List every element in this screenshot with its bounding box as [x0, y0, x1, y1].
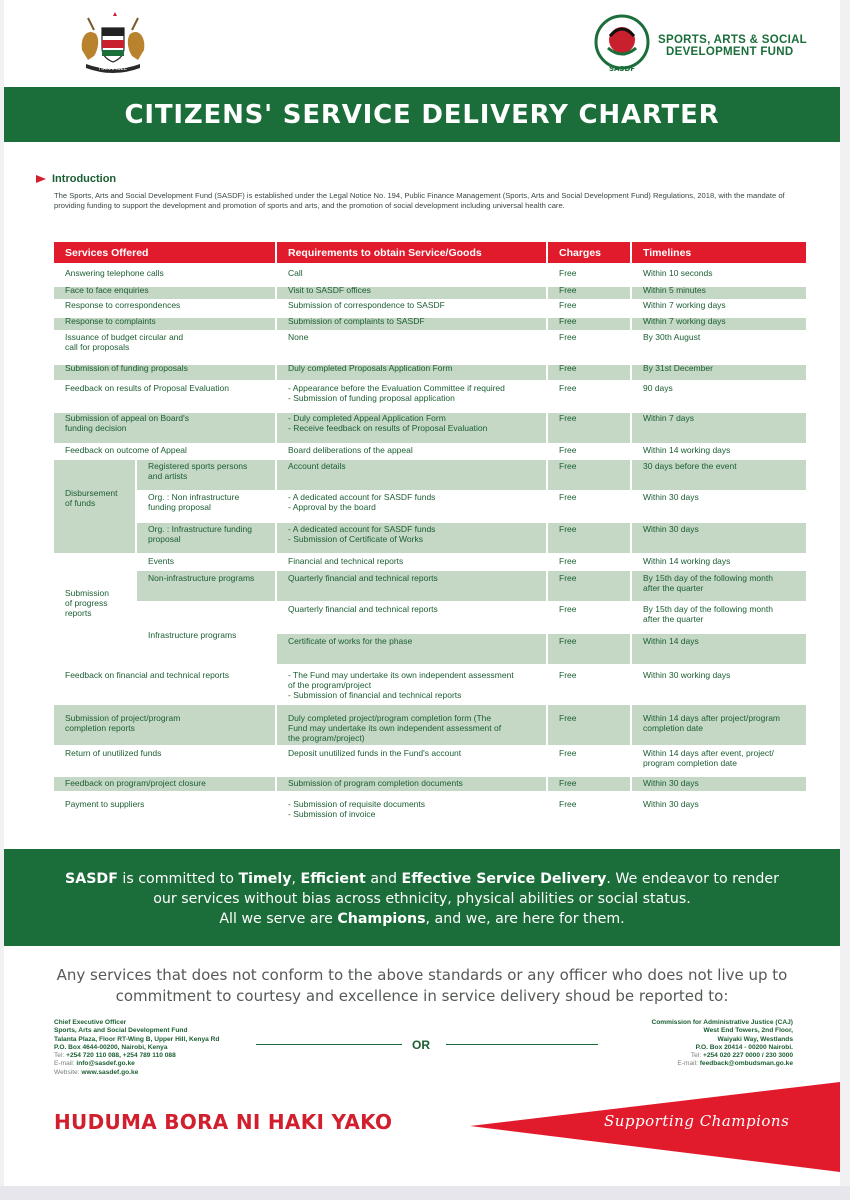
table-cell: Quarterly financial and technical reports — [288, 604, 438, 614]
table-cell: - Duly completed Appeal Application Form - Receive feedback on results of Proposal Evaluation — [288, 413, 488, 433]
table-cell: Free — [559, 713, 577, 723]
table-cell: Submission of funding proposals — [65, 363, 188, 373]
or-divider-left — [256, 1044, 402, 1045]
table-cell: Deposit unutilized funds in the Fund's account — [288, 748, 462, 758]
table-cell: - Submission of requisite documents - Submission of invoice — [288, 799, 426, 819]
supporting-champions-tagline: Supporting Champions — [604, 1112, 790, 1130]
report-notice — [34, 965, 810, 1007]
table-cell: Free — [559, 316, 577, 326]
table-cell: Disbursement of funds — [65, 488, 118, 508]
table-cell: Free — [559, 413, 577, 423]
table-cell: Account details — [288, 461, 346, 471]
table-cell: Free — [559, 300, 577, 310]
table-cell: 90 days — [643, 383, 673, 393]
table-cell: Non-infrastructure programs — [148, 573, 255, 583]
coat-of-arms-logo — [74, 10, 152, 76]
table-cell: Feedback on financial and technical reports — [65, 670, 229, 680]
contact-right-tel: Tel: +254 020 227 0000 / 230 3000 — [690, 1052, 793, 1060]
table-cell: By 15th day of the following month after the quarter — [643, 604, 773, 624]
table-cell: Submission of project/program completion reports — [65, 713, 181, 733]
contact-left-title: Chief Executive Officer — [54, 1019, 127, 1026]
contact-left-address1: Talanta Plaza, Floor RT-Wing B, Upper Hill, Kenya Rd — [54, 1035, 220, 1043]
header-charges: Charges — [548, 242, 630, 263]
contact-left-website[interactable]: Website: www.sasdef.go.ke — [54, 1068, 139, 1076]
table-cell: Feedback on program/project closure — [65, 778, 206, 788]
charter-table — [54, 242, 806, 827]
table-cell: Within 30 days — [643, 524, 699, 534]
contact-right-address2: Waiyaki Way, Westlands — [717, 1035, 793, 1043]
commitment-line1: SASDF is committed to Timely, Efficient and Effective Service Delivery. We endeavor to render — [65, 871, 779, 887]
row-shade — [548, 705, 630, 745]
table-cell: Submission of appeal on Board's funding decision — [65, 413, 190, 433]
table-cell: Free — [559, 363, 577, 373]
table-cell: Call — [288, 268, 303, 278]
table-cell: 30 days before the event — [643, 461, 737, 471]
table-cell: Feedback on results of Proposal Evaluation — [65, 383, 229, 393]
table-cell: Board deliberations of the appeal — [288, 445, 413, 455]
contact-right-title: Commission for Administrative Justice (CAJ) — [651, 1019, 793, 1026]
contact-sasdf — [54, 1019, 284, 1077]
table-cell: Within 7 working days — [643, 316, 726, 326]
contact-left-address2: P.O. Box 4644-00200, Nairobi, Kenya — [54, 1043, 168, 1051]
table-cell: - The Fund may undertake its own independent assessment of the program/project - Submission of financial and technical reports — [288, 670, 514, 700]
contact-left-org: Sports, Arts and Social Development Fund — [54, 1027, 188, 1035]
contact-left-tel: Tel: +254 720 110 088, +254 789 110 088 — [54, 1052, 176, 1060]
table-cell: Feedback on outcome of Appeal — [65, 445, 187, 455]
table-cell: Response to correspondences — [65, 300, 181, 310]
table-cell: Within 14 days after event, project/ program completion date — [643, 748, 774, 768]
table-cell: Registered sports persons and artists — [148, 461, 248, 481]
table-cell: Issuance of budget circular and call for proposals — [65, 332, 184, 352]
table-cell: Within 30 working days — [643, 670, 731, 680]
table-cell: Return of unutilized funds — [65, 748, 162, 758]
table-cell: Within 7 working days — [643, 300, 726, 310]
table-cell: Submission of progress reports — [65, 588, 109, 618]
commitment-band — [4, 849, 840, 946]
table-cell: Submission of correspondence to SASDF — [288, 300, 445, 310]
table-cell: Free — [559, 636, 577, 646]
contact-caj — [590, 1019, 793, 1069]
table-cell: Free — [559, 524, 577, 534]
table-cell: Certificate of works for the phase — [288, 636, 413, 646]
table-cell: By 31st December — [643, 363, 713, 373]
commitment-line3: All we serve are Champions, and we, are here for them. — [219, 911, 625, 927]
table-cell: Duly completed project/program completion form (The Fund may undertake its own independent assessment of the program/project) — [288, 713, 502, 743]
table-cell: Events — [148, 556, 174, 566]
contact-right-email[interactable]: E-mail: feedback@ombudsman.go.ke — [677, 1060, 793, 1068]
table-cell: Financial and technical reports — [288, 556, 404, 566]
notice-line2: commitment to courtesy and excellence in service delivery shoud be reported to: — [115, 987, 729, 1005]
table-cell: By 30th August — [643, 332, 701, 342]
table-cell: Within 30 days — [643, 778, 699, 788]
intro-heading — [36, 173, 116, 185]
coat-motto: HARAMBEE — [99, 66, 127, 72]
table-cell: Free — [559, 604, 577, 614]
or-divider-right — [446, 1044, 598, 1045]
table-cell: Face to face enquiries — [65, 285, 149, 295]
logo-caption: SASDF — [608, 65, 636, 73]
table-cell: Free — [559, 670, 577, 680]
table-cell: Org. : Non infrastructure funding proposal — [148, 492, 240, 512]
commitment-line2: our services without bias across ethnicity, physical abilities or social status. — [153, 891, 691, 907]
table-cell: By 15th day of the following month after the quarter — [643, 573, 773, 593]
table-cell: Free — [559, 748, 577, 758]
arrow-icon — [36, 175, 46, 183]
table-cell: Free — [559, 799, 577, 809]
table-cell: Free — [559, 383, 577, 393]
table-cell: Within 10 seconds — [643, 268, 713, 278]
header-services: Services Offered — [54, 242, 275, 263]
table-cell: Within 30 days — [643, 799, 699, 809]
intro-heading-text: Introduction — [52, 173, 117, 185]
table-cell: Within 5 minutes — [643, 285, 706, 295]
fund-name-line1: SPORTS, ARTS & SOCIAL — [658, 34, 807, 46]
header-timelines: Timelines — [632, 242, 806, 263]
table-cell: Free — [559, 268, 577, 278]
table-cell: - A dedicated account for SASDF funds - Submission of Certificate of Works — [288, 524, 436, 544]
charter-page — [4, 0, 840, 1186]
header-requirements: Requirements to obtain Service/Goods — [277, 242, 546, 263]
table-cell: Free — [559, 332, 577, 342]
table-cell: Duly completed Proposals Application Form — [288, 363, 453, 373]
table-cell: Free — [559, 445, 577, 455]
table-cell: Free — [559, 778, 577, 788]
table-cell: - A dedicated account for SASDF funds - Approval by the board — [288, 492, 436, 512]
page-title: CITIZENS' SERVICE DELIVERY CHARTER — [124, 99, 720, 130]
table-cell: Within 30 days — [643, 492, 699, 502]
table-cell: Within 14 days after project/program completion date — [643, 713, 781, 733]
table-cell: - Appearance before the Evaluation Committee if required - Submission of funding proposal application — [288, 383, 505, 403]
contact-right-address3: P.O. Box 20414 - 00200 Nairobi. — [695, 1043, 793, 1051]
intro-paragraph: The Sports, Arts and Social Development Fund (SASDF) is established under the Legal Notice No. 194, Public Finance Management (Sports, Arts and Social Development Fund) Regulations, 2018, with the mandate of providing funding to support the development and promotion of sports and arts, and the promotion of social development including universal health care. — [54, 191, 785, 210]
table-cell: Payment to suppliers — [65, 799, 145, 809]
table-cell: Within 14 working days — [643, 556, 731, 566]
or-label: OR — [412, 1038, 430, 1052]
table-cell: Within 14 working days — [643, 445, 731, 455]
bottom-strip — [0, 1186, 850, 1200]
table-cell: Free — [559, 285, 577, 295]
table-cell: Within 14 days — [643, 636, 699, 646]
sasdf-logo — [592, 14, 652, 74]
table-cell: Infrastructure programs — [148, 630, 237, 640]
huduma-slogan: HUDUMA BORA NI HAKI YAKO — [54, 1110, 393, 1134]
table-cell: Within 7 days — [643, 413, 695, 423]
table-cell: None — [288, 332, 309, 342]
title-band — [4, 87, 840, 142]
table-cell: Free — [559, 573, 577, 583]
table-cell: Org. : Infrastructure funding proposal — [148, 524, 252, 544]
table-cell: Free — [559, 492, 577, 502]
contact-left-email[interactable]: E-mail: info@sasdef.go.ke — [54, 1060, 135, 1068]
table-cell: Answering telephone calls — [65, 268, 164, 278]
fund-name — [658, 34, 828, 58]
table-cell: Submission of complaints to SASDF — [288, 316, 425, 326]
table-cell: Free — [559, 461, 577, 471]
table-cell: Response to complaints — [65, 316, 156, 326]
fund-name-line2: DEVELOPMENT FUND — [666, 46, 794, 58]
table-cell: Submission of program completion documents — [288, 778, 463, 788]
table-cell: Visit to SASDF offices — [288, 285, 371, 295]
table-cell: Quarterly financial and technical reports — [288, 573, 438, 583]
table-cell: Free — [559, 556, 577, 566]
contact-right-address1: West End Towers, 2nd Floor, — [703, 1027, 793, 1035]
notice-line1: Any services that does not conform to the above standards or any officer who does not live up to — [56, 966, 788, 984]
